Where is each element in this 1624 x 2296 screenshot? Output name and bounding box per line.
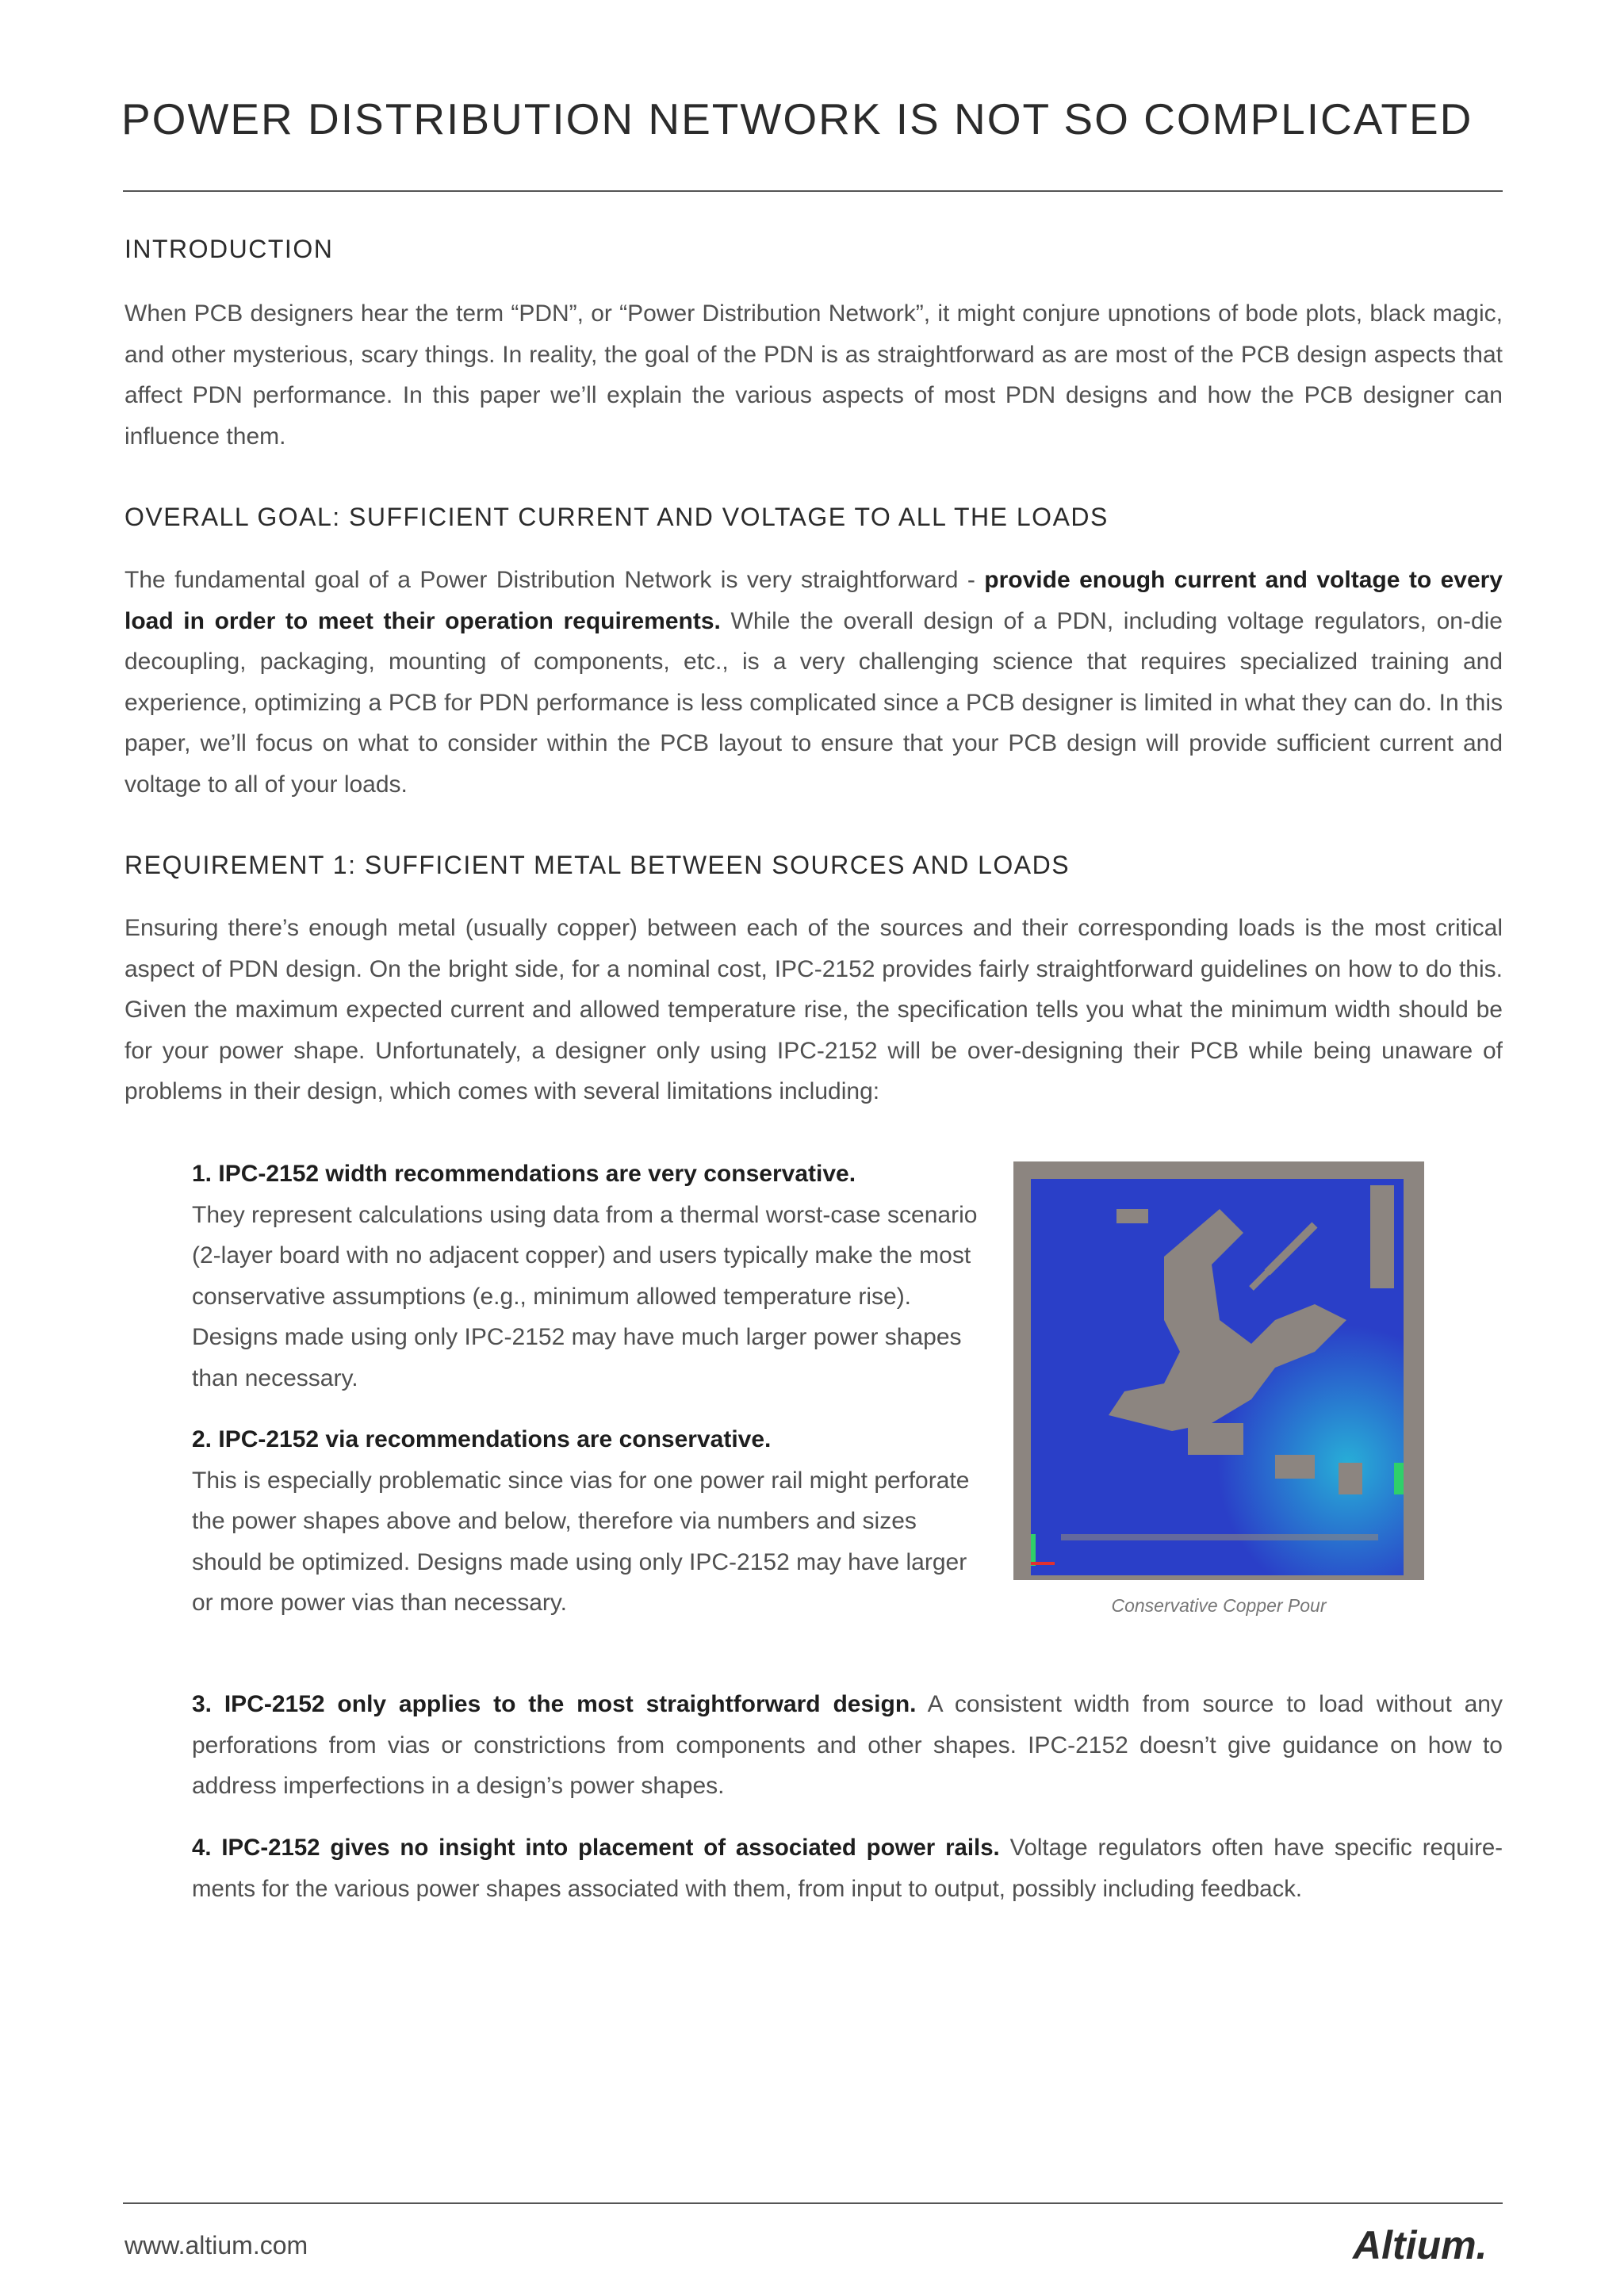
limitation-item-1 <box>192 1154 985 1399</box>
requirement-1-paragraph: Ensuring there’s enough metal (usually copper) between each of the sources and their corresponding loads is the most critical aspect of PDN design. On the bright side, for a nominal cost, IPC-2152 provides fairly straightforward guidelines on how to do this. Given the maximum expected current and allowed temperature rise, the specification tells you what the minimum width should be for your power shape. Unfortunately, a designer only using IPC-2152 will be over-designing their PCB while being unaware of problems in their design, which comes with several limitations including: <box>124 915 1503 1104</box>
altium-logo-text: Altium. <box>1353 2223 1488 2267</box>
limitation-item-2 <box>192 1419 985 1624</box>
footer-url: www.altium.com <box>124 2231 308 2260</box>
goal-text-start: The fundamental goal of a Power Distribution Network is very straightforward - <box>124 567 985 593</box>
header-divider <box>123 190 1503 192</box>
limitation-item-4-text: Voltage regulators often have specific require-ments for the various power shapes associated with them, from input to output, possibly including feedback. <box>192 1835 1503 1902</box>
goal-text-end: While the overall design of a PDN, including voltage regulators, on-die decoupling, packaging, mounting of components, etc., is a very challenging science that requires specialized training and experience, optimizing a PCB for PDN performance is less complicated since a PCB designer is limited in what they can do. In this paper, we’ll focus on what to consider within the PCB layout to ensure that your PCB design will provide sufficient current and voltage to all of your loads. <box>124 607 1503 798</box>
limitation-item-3 <box>192 1684 1503 1807</box>
intro-paragraph: When PCB designers hear the term “PDN”, or “Power Distribution Network”, it might conjure upnotions of bode plots, black magic, and other mysterious, scary things. In reality, the goal of the PDN is as straightforward as are most of the PCB design aspects that affect PDN performance. In this paper we’ll explain the various aspects of most PDN designs and how the PCB designer can influence them. <box>124 300 1503 450</box>
copper-pour-image <box>1013 1161 1424 1580</box>
limitation-item-1-text: They represent calculations using data from a thermal worst-case scenario (2-layer board with no adjacent copper) and users typically make the most conservative assumptions (e.g., minimum allowed temperature rise). Designs made using only IPC-2152 may have much larger power shapes than necessary. <box>192 1201 978 1391</box>
requirement-1-heading: REQUIREMENT 1: SUFFICIENT METAL BETWEEN SOURCES AND LOADS <box>124 851 1071 879</box>
intro-heading: INTRODUCTION <box>124 235 334 263</box>
goal-paragraph <box>124 560 1503 805</box>
limitation-item-4 <box>192 1827 1503 1909</box>
copper-pour-figure <box>1013 1161 1424 1580</box>
limitation-item-3-text: A consistent width from source to load without any perforations from vias or constrictions from components and other shapes. IPC-2152 doesn’t give guidance on how to address imperfections in a design’s power shapes. <box>192 1691 1503 1799</box>
page-title: POWER DISTRIBUTION NETWORK IS NOT SO COMPLICATED <box>121 94 1473 144</box>
footer-divider <box>123 2202 1503 2204</box>
limitation-item-4-lead: 4. IPC-2152 gives no insight into placement of associated power rails. <box>192 1835 1000 1861</box>
goal-emphasis: provide enough current and voltage to every load in order to meet their operation requirements. <box>124 567 1503 634</box>
goal-heading: OVERALL GOAL: SUFFICIENT CURRENT AND VOLTAGE TO ALL THE LOADS <box>124 503 1109 531</box>
limitation-item-2-text: This is especially problematic since vias for one power rail might perforate the power shapes above and below, therefore via numbers and sizes should be optimized. Designs made using only IPC-2152 may have larger or more power vias than necessary. <box>192 1467 970 1616</box>
figure-caption: Conservative Copper Pour <box>1111 1595 1327 1616</box>
altium-logo <box>1351 2222 1502 2270</box>
limitation-item-1-lead: 1. IPC-2152 width recommendations are very conservative. <box>192 1161 856 1187</box>
limitation-item-2-lead: 2. IPC-2152 via recommendations are conservative. <box>192 1426 772 1452</box>
limitation-item-3-lead: 3. IPC-2152 only applies to the most straightforward design. <box>192 1691 917 1717</box>
